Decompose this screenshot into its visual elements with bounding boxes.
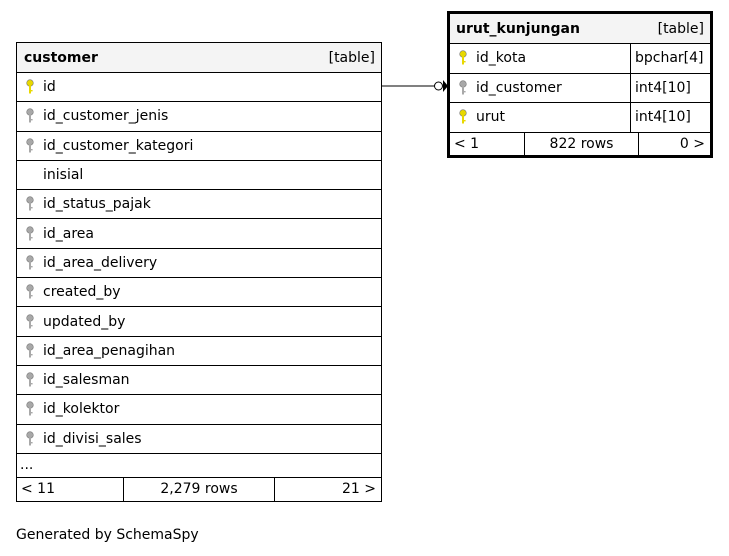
column-type: int4[10] — [630, 74, 710, 103]
column-row-urut[interactable] — [450, 103, 710, 133]
table-footer — [450, 133, 710, 155]
table-footer — [17, 478, 381, 501]
table-kind: [table] — [328, 49, 375, 66]
foreign-key-icon — [17, 138, 43, 154]
primary-key-icon — [450, 109, 476, 125]
column-name: id_area — [43, 225, 94, 242]
column-name: id_area_delivery — [43, 254, 158, 271]
column-name: id_customer_kategori — [43, 137, 194, 154]
parents-count[interactable]: < 11 — [17, 478, 124, 501]
customer-table[interactable] — [16, 42, 382, 502]
table-name: customer — [24, 49, 98, 66]
column-name: urut — [476, 109, 505, 126]
urut-kunjungan-table[interactable] — [447, 11, 713, 158]
row-count: 822 rows — [525, 133, 639, 155]
column-type: bpchar[4] — [630, 44, 710, 73]
parents-count[interactable]: < 1 — [450, 133, 525, 155]
column-row-created-by[interactable] — [17, 278, 381, 307]
column-name: id_status_pajak — [43, 196, 151, 213]
column-row-id-customer[interactable] — [450, 74, 710, 104]
generated-by-note: Generated by SchemaSpy — [16, 527, 199, 543]
column-name: id_customer — [476, 79, 562, 96]
urut-kunjungan-table-header[interactable] — [450, 14, 710, 44]
table-kind: [table] — [657, 20, 704, 37]
column-name: updated_by — [43, 313, 126, 330]
row-count: 2,279 rows — [124, 478, 275, 501]
column-row-id-kolektor[interactable] — [17, 395, 381, 424]
foreign-key-icon — [17, 314, 43, 330]
children-count[interactable]: 21 > — [342, 481, 376, 498]
column-row-updated-by[interactable] — [17, 307, 381, 336]
column-name: id_divisi_sales — [43, 430, 142, 447]
table-name: urut_kunjungan — [456, 20, 580, 37]
foreign-key-icon — [17, 372, 43, 388]
column-name: id_salesman — [43, 372, 130, 389]
column-name: created_by — [43, 284, 121, 301]
column-row-id-customer-kategori[interactable] — [17, 132, 381, 161]
column-row-id-area[interactable] — [17, 219, 381, 248]
foreign-key-icon — [17, 255, 43, 271]
column-row-id-salesman[interactable] — [17, 366, 381, 395]
foreign-key-icon — [17, 226, 43, 242]
primary-key-icon — [450, 50, 476, 66]
column-name: id — [43, 79, 56, 96]
children-count[interactable]: 0 > — [679, 135, 705, 152]
column-row-id-customer-jenis[interactable] — [17, 102, 381, 131]
primary-key-icon — [17, 79, 43, 95]
column-name: id_kota — [476, 50, 527, 67]
foreign-key-icon — [17, 108, 43, 124]
foreign-key-icon — [17, 196, 43, 212]
column-name: id_area_penagihan — [43, 342, 176, 359]
column-type: int4[10] — [630, 103, 710, 132]
column-row-inisial[interactable] — [17, 161, 381, 190]
column-row-id-area-delivery[interactable] — [17, 249, 381, 278]
column-row-id-divisi-sales[interactable] — [17, 425, 381, 454]
more-columns: ... — [17, 454, 381, 478]
column-row-id[interactable] — [17, 73, 381, 102]
column-row-id-status-pajak[interactable] — [17, 190, 381, 219]
foreign-key-icon — [17, 431, 43, 447]
column-name: inisial — [43, 167, 84, 184]
column-name: id_customer_jenis — [43, 108, 169, 125]
foreign-key-icon — [17, 401, 43, 417]
column-row-id-kota[interactable] — [450, 44, 710, 74]
column-name: id_kolektor — [43, 401, 120, 418]
foreign-key-icon — [450, 80, 476, 96]
customer-table-header[interactable] — [17, 43, 381, 73]
foreign-key-icon — [17, 343, 43, 359]
foreign-key-icon — [17, 284, 43, 300]
column-row-id-area-penagihan[interactable] — [17, 337, 381, 366]
